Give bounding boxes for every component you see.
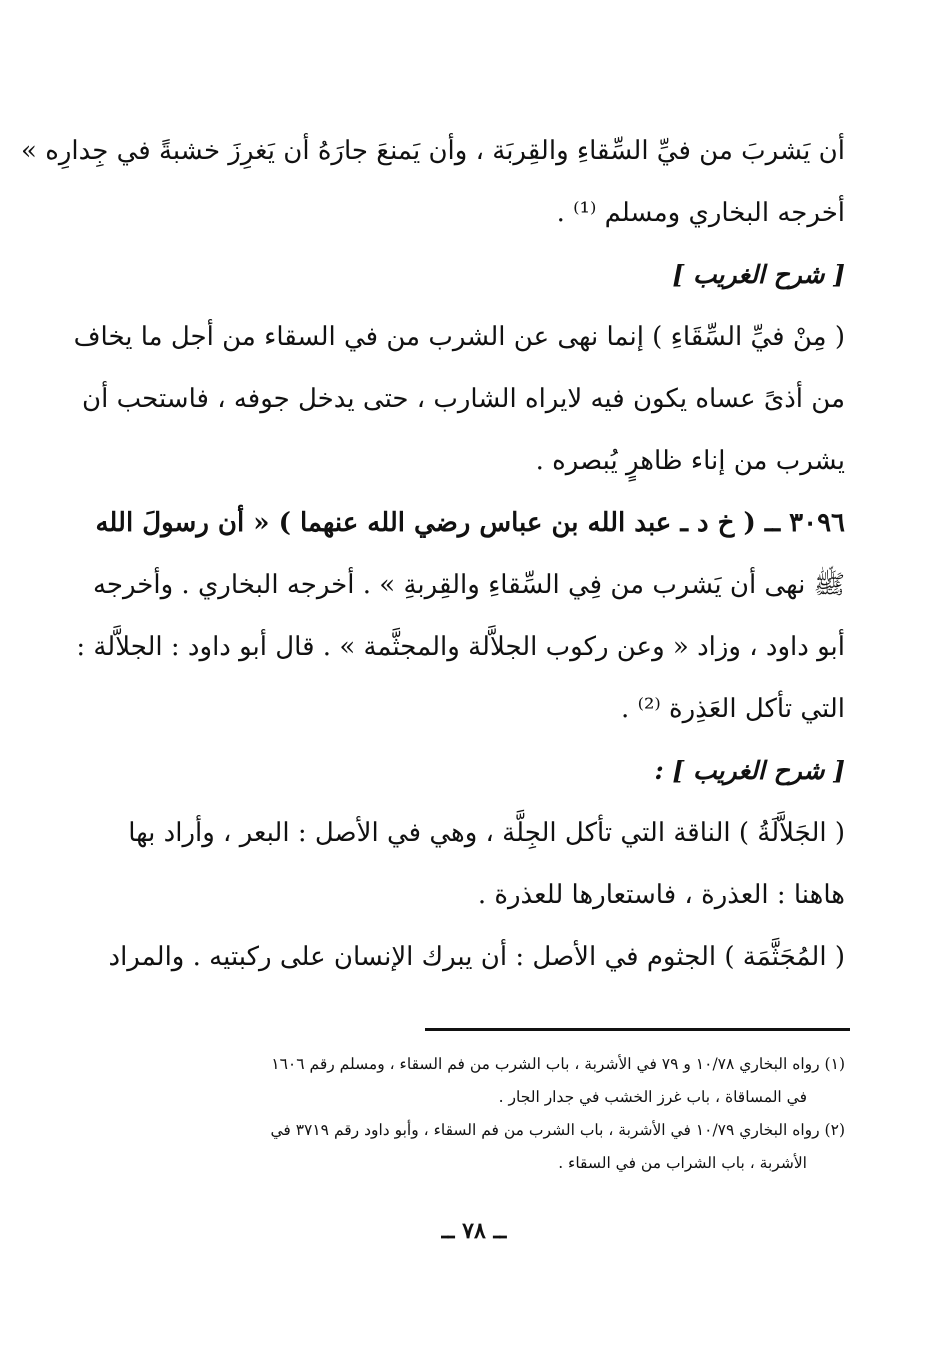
text-line: هاهنا : العذرة ، فاستعارها للعذرة . — [477, 880, 845, 910]
footnotes — [110, 1048, 845, 1180]
text-line: ﷺ نهى أن يَشرب من فِي السِّقاءِ والقِربةِ » . أخرجه البخاري . وأخرجه — [92, 570, 845, 600]
text-line: أبو داود ، وزاد « وعن ركوب الجلاَّلة والمجثَّمة » . قال أبو داود : الجلاَّلة : — [76, 632, 845, 662]
text-line: ( مِنْ فيِّ السِّقَاءِ ) إنما نهى عن الشرب من في السقاء من أجل ما يخاف — [73, 322, 845, 352]
text-line: أن يَشربَ من فيِّ السِّقاءِ والقِربَة ، وأن يَمنعَ جارَهُ أن يَغرِزَ خشبةً في جِدارِه » — [21, 136, 845, 166]
hadith-heading-line: ٣٠٩٦ ــ ( خ د ـ عبد الله بن عباس رضي الله عنهما ) « أن رسولَ الله — [95, 508, 845, 538]
page-number: ــ ٧٨ ــ — [441, 1218, 507, 1244]
text-line: التي تأكل العَذِرة ⁽²⁾ . — [621, 694, 845, 724]
section-heading: [ شرح الغريب ] — [672, 260, 845, 289]
section-heading: [ شرح الغريب ] : — [654, 756, 845, 785]
main-text — [21, 120, 845, 988]
footnote-line: في المساقاة ، باب غرز الخشب في جدار الجار . — [498, 1088, 807, 1106]
footnote-line: (١) رواه البخاري ١٠/٧٨ و ٧٩ في الأشربة ، باب الشرب من فم السقاء ، ومسلم رقم ١٦٠٦ — [271, 1055, 845, 1073]
text-line: يشرب من إناء ظاهرٍ يُبصره . — [535, 446, 845, 476]
text-line: ( الجَلاَّلَةُ ) الناقة التي تأكل الجِلَّة ، وهي في الأصل : البعر ، وأراد بها — [128, 818, 845, 848]
text-line: من أذىً عساه يكون فيه لايراه الشارب ، حتى يدخل جوفه ، فاستحب أن — [82, 384, 845, 414]
text-line: ( المُجَثَّمَة ) الجثوم في الأصل : أن يبرك الإنسان على ركبتيه . والمراد — [108, 942, 845, 972]
footnote-line: (٢) رواه البخاري ١٠/٧٩ في الأشربة ، باب الشرب من فم السقاء ، وأبو داود رقم ٣٧١٩ في — [270, 1121, 845, 1139]
text-line: أخرجه البخاري ومسلم ⁽¹⁾ . — [556, 198, 845, 228]
footnote-line: الأشربة ، باب الشراب من في السقاء . — [558, 1154, 807, 1172]
footnote-separator — [425, 1028, 850, 1031]
